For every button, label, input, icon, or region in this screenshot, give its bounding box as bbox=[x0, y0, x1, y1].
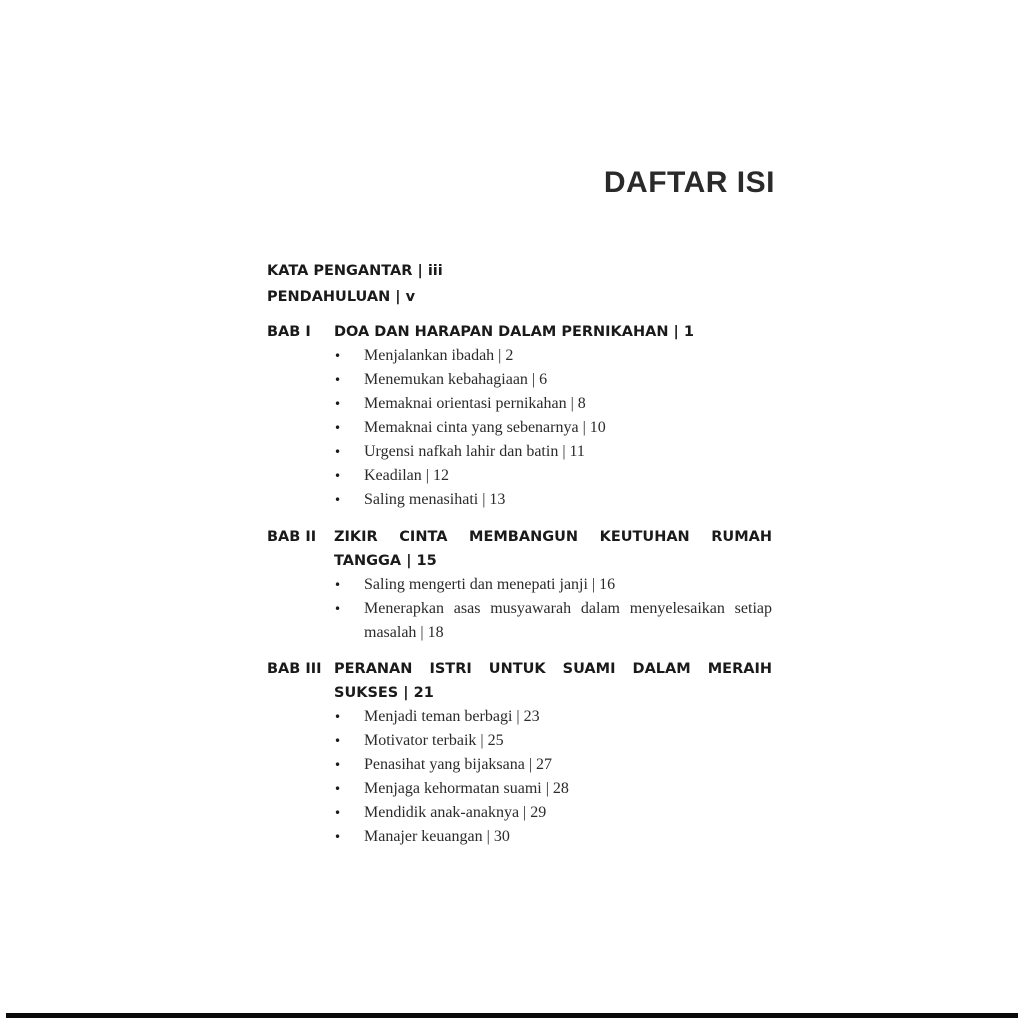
chapter-label: BAB II bbox=[267, 529, 317, 545]
toc-item bbox=[334, 777, 772, 801]
toc-item-text: Menjalankan ibadah | 2 bbox=[364, 347, 514, 364]
toc-item bbox=[334, 705, 772, 729]
chapter-items bbox=[334, 573, 772, 645]
toc-item-text: Saling menasihati | 13 bbox=[364, 491, 506, 508]
toc-item bbox=[334, 801, 772, 825]
chapter-1 bbox=[267, 320, 777, 512]
chapter-label: BAB I bbox=[267, 324, 311, 340]
toc-item-text: Memaknai cinta yang sebenarnya | 10 bbox=[364, 419, 606, 436]
toc-item bbox=[334, 368, 772, 392]
toc-item bbox=[334, 729, 772, 753]
toc-item-text: Menemukan kebahagiaan | 6 bbox=[364, 371, 548, 388]
bullet-icon: • bbox=[334, 602, 342, 616]
toc-item bbox=[334, 825, 772, 849]
toc-item bbox=[334, 573, 772, 597]
toc-item bbox=[334, 440, 772, 464]
toc-item-text: Mendidik anak-anaknya | 29 bbox=[364, 804, 547, 821]
toc-item-text: Motivator terbaik | 25 bbox=[364, 732, 504, 749]
bullet-icon: • bbox=[334, 734, 342, 748]
toc-item bbox=[334, 464, 772, 488]
bullet-icon: • bbox=[334, 373, 342, 387]
toc-item bbox=[334, 344, 772, 368]
bullet-icon: • bbox=[334, 806, 342, 820]
chapter-items bbox=[334, 705, 772, 849]
bullet-icon: • bbox=[334, 469, 342, 483]
chapter-2 bbox=[267, 525, 777, 645]
bullet-icon: • bbox=[334, 421, 342, 435]
front-matter-item-preface: KATA PENGANTAR | iii bbox=[267, 263, 443, 279]
chapter-3 bbox=[267, 657, 777, 849]
toc-item-text: Memaknai orientasi pernikahan | 8 bbox=[364, 395, 586, 412]
toc-item bbox=[334, 392, 772, 416]
toc-item bbox=[334, 753, 772, 777]
bullet-icon: • bbox=[334, 349, 342, 363]
toc-item bbox=[334, 416, 772, 440]
bullet-icon: • bbox=[334, 397, 342, 411]
toc-item-text: Menerapkan asas musyawarah dalam menyelesaikan setiap masalah | 18 bbox=[364, 600, 772, 641]
toc-item-text: Penasihat yang bijaksana | 27 bbox=[364, 756, 553, 773]
chapter-label: BAB III bbox=[267, 661, 322, 677]
toc-item bbox=[334, 597, 772, 645]
toc-item bbox=[334, 488, 772, 512]
toc-item-text: Menjadi teman berbagi | 23 bbox=[364, 708, 540, 725]
bullet-icon: • bbox=[334, 758, 342, 772]
toc-item-text: Urgensi nafkah lahir dan batin | 11 bbox=[364, 443, 585, 460]
bullet-icon: • bbox=[334, 710, 342, 724]
toc-item-text: Keadilan | 12 bbox=[364, 467, 449, 484]
chapter-title: ZIKIR CINTA MEMBANGUN KEUTUHAN RUMAH TANGGA | 15 bbox=[334, 529, 772, 569]
chapter-title: DOA DAN HARAPAN DALAM PERNIKAHAN | 1 bbox=[334, 324, 694, 340]
front-matter-item-introduction: PENDAHULUAN | v bbox=[267, 289, 416, 305]
bullet-icon: • bbox=[334, 830, 342, 844]
toc-item-text: Menjaga kehormatan suami | 28 bbox=[364, 780, 569, 797]
bottom-divider bbox=[6, 1013, 1018, 1018]
front-matter bbox=[267, 258, 777, 310]
chapter-items bbox=[334, 344, 772, 512]
toc-item-text: Manajer keuangan | 30 bbox=[364, 828, 510, 845]
page-title: DAFTAR ISI bbox=[603, 166, 775, 199]
bullet-icon: • bbox=[334, 782, 342, 796]
chapter-title: PERANAN ISTRI UNTUK SUAMI DALAM MERAIH SUKSES | 21 bbox=[334, 661, 772, 701]
bullet-icon: • bbox=[334, 493, 342, 507]
bullet-icon: • bbox=[334, 445, 342, 459]
toc-item-text: Saling mengerti dan menepati janji | 16 bbox=[364, 576, 616, 593]
bullet-icon: • bbox=[334, 578, 342, 592]
